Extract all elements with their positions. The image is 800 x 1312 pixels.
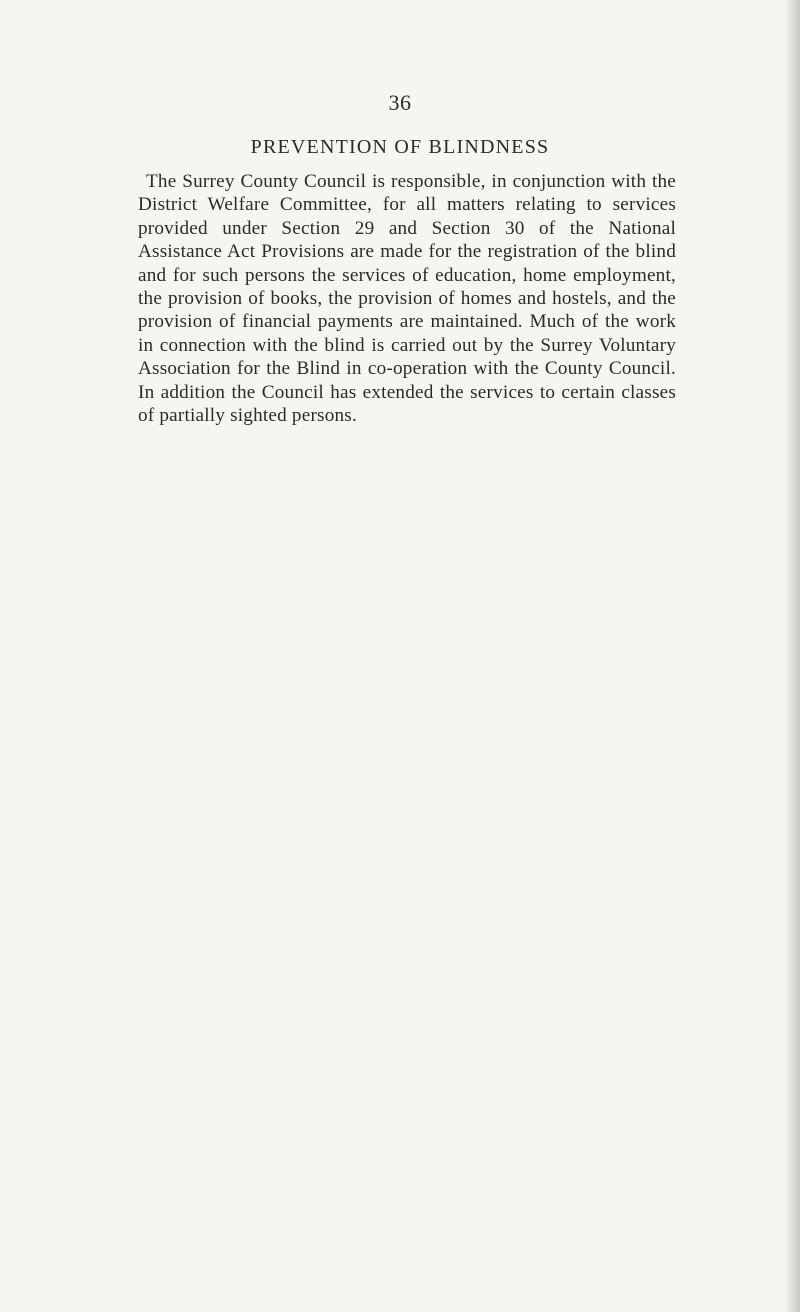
page-edge-shadow (784, 0, 800, 1312)
section-heading: PREVENTION OF BLINDNESS (250, 136, 550, 158)
page-number: 36 (388, 90, 412, 115)
body-paragraph: The Surrey County Council is responsible, in conjunction with the District Welfare Committee, for all matters relating to services provided under Section 29 and Section 30 of the National Assistance Act Provisions are made for the registration of the blind and for such persons the services of education, home employment, the provision of books, the provision of homes and hostels, and the provision of financial payments are maintained. Much of the work in connection with the blind is carried out by the Surrey Voluntary Association for the Blind in co-operation with the County Council. In addition the Council has extended the services to certain classes of partially sighted persons. (138, 171, 676, 427)
